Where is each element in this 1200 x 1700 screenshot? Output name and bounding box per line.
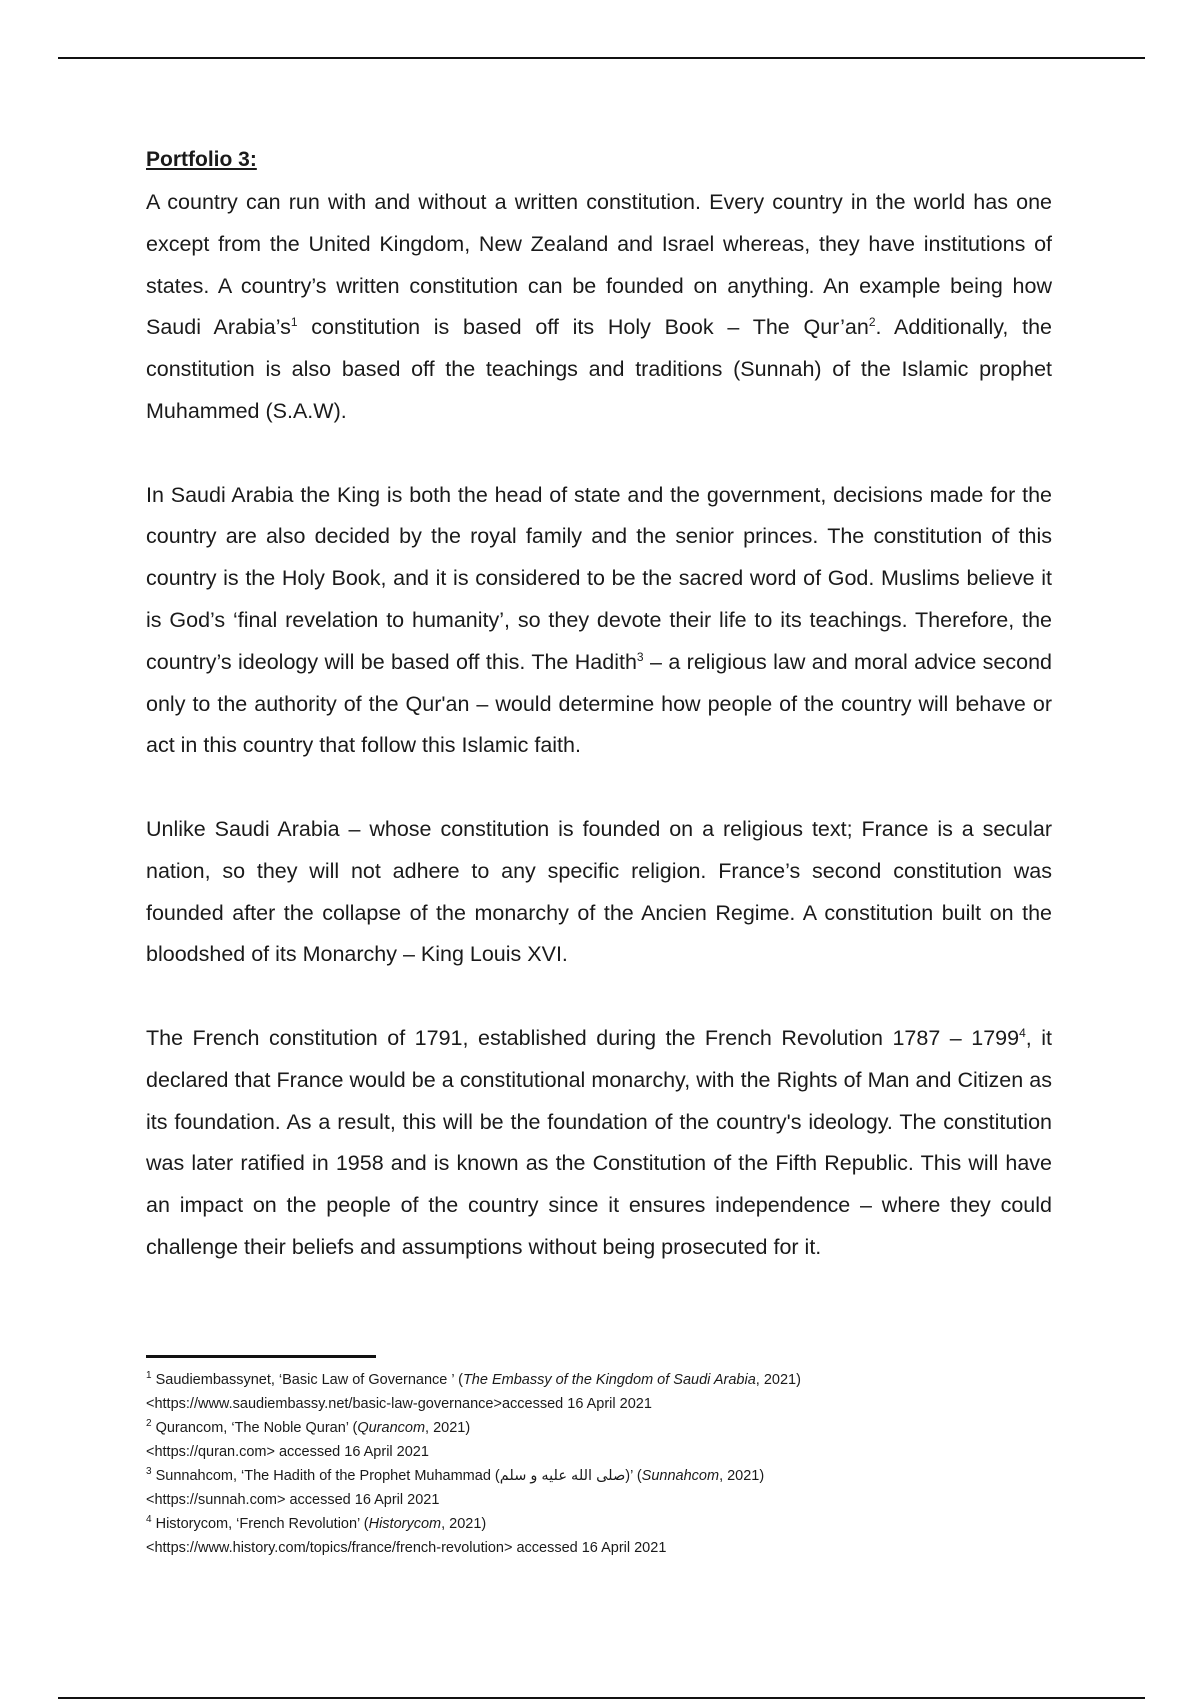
footnote-source: Historycom bbox=[368, 1516, 442, 1532]
paragraph-text: A country can run with and without a written constitution. Every country in the world has one except from the United Kingdom, New Zealand and Israel whereas, they have institutions of states. A country’s written constitution can be founded on anything. An example being how Saudi Arabia’s bbox=[146, 190, 1052, 340]
paragraph-text: , it declared that France would be a constitutional monarchy, with the Rights of Man and Citizen as its foundation. As a result, this will be the foundation of the country's ideology. The constitution was later ratified in 1958 and is known as the Constitution of the Fifth Republic. This will have an impact on the people of the country since it ensures independence – where they could challenge their beliefs and assumptions without being prosecuted for it. bbox=[146, 1025, 1052, 1259]
footnote-source: Sunnahcom bbox=[641, 1468, 720, 1484]
footnote-ref-1[interactable]: 1 bbox=[290, 315, 298, 330]
footnote-3 bbox=[146, 1464, 1052, 1512]
footnote-citation-end: , 2021) bbox=[719, 1468, 765, 1484]
paragraph-1 bbox=[146, 182, 1052, 433]
footnote-source: Qurancom bbox=[357, 1420, 426, 1436]
footnote-number: 2 bbox=[146, 1418, 152, 1430]
paragraph-2 bbox=[146, 475, 1052, 768]
paragraph-text: constitution is based off its Holy Book – The Qur’an bbox=[297, 315, 869, 340]
footnote-ref-4[interactable]: 4 bbox=[1019, 1025, 1026, 1040]
footnote-citation-mid: )’ ( bbox=[625, 1468, 642, 1484]
footnote-url[interactable]: <https://quran.com> accessed 16 April 2021 bbox=[146, 1444, 429, 1460]
paragraph-text: Unlike Saudi Arabia – whose constitution is founded on a religious text; France is a secular nation, so they will not adhere to any specific religion. France’s second constitution was founded after the collapse of the monarchy of the Ancien Regime. A constitution built on the bloodshed of its Monarchy – King Louis XVI. bbox=[146, 816, 1052, 967]
paragraph-text: In Saudi Arabia the King is both the head of state and the government, decisions made for the country are also decided by the royal family and the senior princes. The constitution of this country is the Holy Book, and it is considered to be the sacred word of God. Muslims believe it is God’s ‘final revelation to humanity’, so they devote their life to its teachings. Therefore, the country’s ideology will be based off this. The Hadith bbox=[146, 482, 1052, 674]
footnote-citation-end: , 2021) bbox=[425, 1420, 471, 1436]
footnote-1 bbox=[146, 1368, 1052, 1416]
footnote-4 bbox=[146, 1512, 1052, 1560]
footer-rule bbox=[58, 1697, 1145, 1699]
footnote-citation: Sunnahcom, ‘The Hadith of the Prophet Muhammad ( bbox=[151, 1468, 500, 1484]
paragraph-4 bbox=[146, 1018, 1052, 1269]
footnote-separator bbox=[146, 1355, 376, 1358]
footnote-2 bbox=[146, 1416, 1052, 1464]
page-heading: Portfolio 3: bbox=[146, 148, 257, 171]
paragraph-3 bbox=[146, 809, 1052, 976]
document-body bbox=[146, 146, 1052, 1269]
footnotes bbox=[146, 1368, 1052, 1560]
footnote-citation: Qurancom, ‘The Noble Quran’ ( bbox=[151, 1420, 358, 1436]
paragraph-text: . Additionally, the constitution is also based off the teachings and traditions (Sunnah) of the Islamic prophet Muhammed (S.A.W). bbox=[146, 315, 1052, 423]
footnote-url[interactable]: <https://www.history.com/topics/france/french-revolution> accessed 16 April 2021 bbox=[146, 1540, 667, 1556]
footnote-citation-end: , 2021) bbox=[755, 1372, 801, 1388]
footnote-citation-end: , 2021) bbox=[441, 1516, 487, 1532]
footnote-number: 3 bbox=[146, 1466, 152, 1478]
footnote-number: 1 bbox=[146, 1370, 152, 1382]
footnote-ref-2[interactable]: 2 bbox=[868, 315, 876, 330]
footnote-source: The Embassy of the Kingdom of Saudi Arabia bbox=[462, 1372, 756, 1388]
paragraph-text: – a religious law and moral advice second only to the authority of the Qur'an – would determine how people of the country will behave or act in this country that follow this Islamic faith. bbox=[146, 649, 1053, 758]
header-rule bbox=[58, 57, 1145, 59]
footnote-arabic-honorific: صلى الله عليه و سلم bbox=[499, 1468, 626, 1484]
footnote-url[interactable]: <https://www.saudiembassy.net/basic-law-governance>accessed 16 April 2021 bbox=[146, 1396, 652, 1412]
footnote-ref-3[interactable]: 3 bbox=[636, 649, 644, 664]
paragraph-text: The French constitution of 1791, established during the French Revolution 1787 – 1799 bbox=[146, 1025, 1020, 1050]
footnote-citation: Saudiembassynet, ‘Basic Law of Governance ’ ( bbox=[151, 1372, 463, 1388]
footnote-citation: Historycom, ‘French Revolution’ ( bbox=[151, 1516, 369, 1532]
footnote-number: 4 bbox=[146, 1514, 152, 1526]
footnote-url[interactable]: <https://sunnah.com> accessed 16 April 2021 bbox=[146, 1492, 440, 1508]
